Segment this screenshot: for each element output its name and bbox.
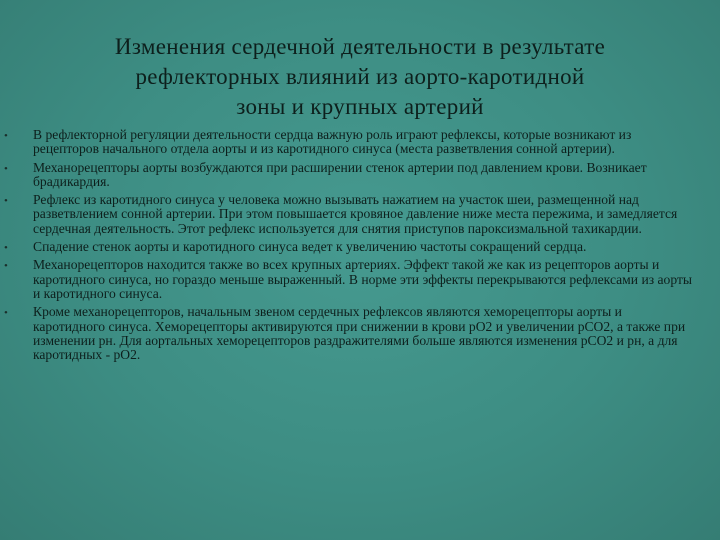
- bullet-marker: •: [4, 307, 8, 320]
- bullet-marker: •: [4, 260, 8, 273]
- bullet-item: [0, 258, 720, 301]
- bullet-text: Спадение стенок аорты и каротидного синуса ведет к увеличению частоты сокращений сердца.: [33, 239, 587, 255]
- bullet-item: [0, 128, 720, 157]
- bullet-item: [0, 240, 720, 254]
- bullet-text: Рефлекс из каротидного синуса у человека можно вызывать нажатием на участок шеи, размещенной над разветвлением сонной артерии. При этом повышается кровяное давление ниже места пережима, и замедляется сердечная деятельность. Этот рефлекс используется для снятия приступов пароксизмальной тахикардии.: [33, 192, 678, 236]
- bullet-item: [0, 161, 720, 190]
- bullet-text: Кроме механорецепторов, начальным звеном сердечных рефлексов являются хеморецепторы аорты и каротидного синуса. Хеморецепторы активируются при снижении в крови рО2 и увеличении рСО2, а также при изменении рн. Для аортальных хеморецепторов раздражителями больше являются изменения рСО2 и рн, а для каротидных - рО2.: [33, 304, 686, 363]
- bullet-item: [0, 305, 720, 362]
- bullet-text: В рефлекторной регуляции деятельности сердца важную роль играют рефлексы, которые возникают из рецепторов начального отдела аорты и из каротидного синуса (места разветвления сонной артерии).: [33, 127, 632, 157]
- bullet-marker: •: [4, 130, 8, 142]
- bullet-item: [0, 193, 720, 236]
- bullet-text: Механорецепторы аорты возбуждаются при расширении стенок артерии под давлением крови. Возникает брадикардия.: [33, 159, 647, 189]
- title-line: Изменения сердечной деятельности в результате: [114, 34, 606, 59]
- title-line: рефлекторных влияний из аорто-каротидной: [135, 64, 585, 89]
- bullet-list: [0, 128, 720, 366]
- bullet-marker: •: [4, 242, 8, 255]
- bullet-marker: •: [4, 195, 8, 208]
- title-line: зоны и крупных артерий: [236, 94, 484, 119]
- slide-title: [40, 32, 680, 122]
- bullet-text: Механорецепторов находится также во всех крупных артериях. Эффект такой же как из рецепторов аорты и каротидного синуса, но гораздо меньше выраженный. В норме эти эффекты перекрываются рефлексами из аорты и каротидного синуса.: [33, 257, 693, 301]
- bullet-marker: •: [4, 162, 8, 175]
